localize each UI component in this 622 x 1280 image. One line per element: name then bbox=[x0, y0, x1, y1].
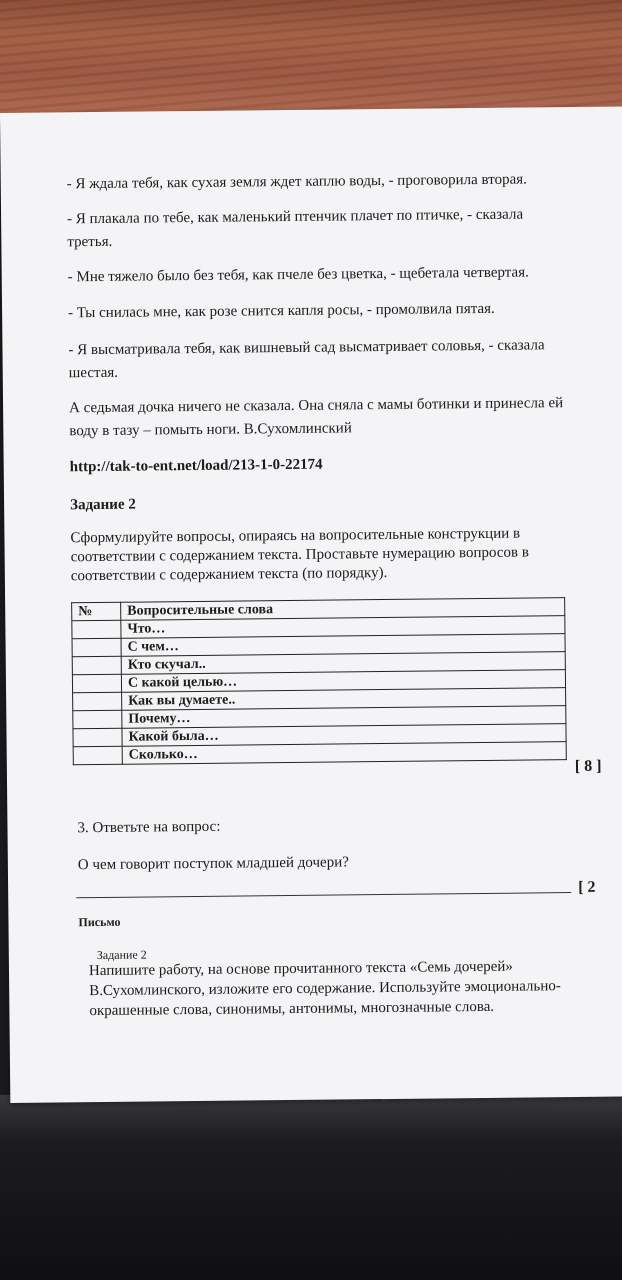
wooden-table-background bbox=[0, 0, 622, 125]
task2-score: [ 8 ] bbox=[574, 757, 602, 776]
task2-heading: Задание 2 bbox=[70, 496, 136, 514]
row-number-cell[interactable] bbox=[73, 746, 122, 765]
row-number-cell[interactable] bbox=[72, 674, 121, 693]
letter-text-2: В.Сухомлинского, изложите его содержание. Используйте эмоционально- bbox=[89, 978, 561, 1000]
dialogue-line-5: - Ты снилась мне, как розе снится капля росы, - промолвила пятая. bbox=[68, 300, 495, 322]
question-word: Что… bbox=[121, 616, 565, 639]
dark-floor-background bbox=[0, 1095, 622, 1280]
question-word: Кто скучал.. bbox=[121, 652, 565, 675]
source-url: http://tak-to-ent.net/load/213-1-0-22174 bbox=[69, 456, 323, 476]
letter-section-heading: Письмо bbox=[78, 914, 121, 930]
task3-question: О чем говорит поступок младшей дочери? bbox=[77, 854, 349, 874]
question-word: Какой была… bbox=[122, 724, 566, 747]
row-number-cell[interactable] bbox=[73, 710, 122, 729]
letter-text-1: Напишите работу, на основе прочитанного текста «Семь дочерей» bbox=[88, 958, 513, 980]
dialogue-line-6: - Я высматривала тебя, как вишневый сад высматривает соловья, - сказала bbox=[68, 337, 545, 359]
row-number-cell[interactable] bbox=[73, 728, 122, 747]
letter-task-heading: Задание 2 bbox=[96, 947, 147, 963]
row-number-cell[interactable] bbox=[72, 638, 121, 657]
dialogue-line-2: - Я плакала по тебе, как маленький птенчик плачет по птичке, - сказала bbox=[67, 206, 524, 228]
question-word: Почему… bbox=[122, 706, 566, 729]
dialogue-line-4: - Мне тяжело было без тебя, как пчеле без цветка, - щебетала четвертая. bbox=[67, 264, 529, 286]
letter-text-3: окрашенные слова, синонимы, антонимы, многозначные слова. bbox=[89, 998, 495, 1020]
question-word: Как вы думаете.. bbox=[122, 688, 566, 711]
question-word: С какой целью… bbox=[121, 670, 565, 693]
task3-heading: 3. Ответьте на вопрос: bbox=[77, 818, 221, 837]
table-header-number: № bbox=[72, 602, 121, 621]
task2-instruction-2: соответствии с содержанием текста. Проставьте нумерацию вопросов в bbox=[70, 544, 529, 566]
task2-instruction-3: соответствии с содержанием текста (по порядку). bbox=[70, 564, 388, 585]
row-number-cell[interactable] bbox=[73, 692, 122, 711]
dialogue-line-3: третья. bbox=[67, 233, 113, 251]
task3-score: [ 2 bbox=[578, 878, 596, 896]
answer-line[interactable] bbox=[76, 892, 571, 898]
dialogue-line-9: воду в тазу – помыть ноги. В.Сухомлинский bbox=[69, 420, 352, 440]
dialogue-line-1: - Я ждала тебя, как сухая земля ждет каплю воды, - проговорила вторая. bbox=[66, 171, 527, 193]
row-number-cell[interactable] bbox=[72, 656, 121, 675]
row-number-cell[interactable] bbox=[72, 620, 121, 639]
task2-instruction-1: Сформулируйте вопросы, опираясь на вопросительные конструкции в bbox=[70, 525, 521, 547]
dialogue-line-7: шестая. bbox=[68, 364, 119, 382]
worksheet-page bbox=[0, 106, 622, 1102]
question-word: С чем… bbox=[121, 634, 565, 657]
table-header-words: Вопросительные слова bbox=[121, 598, 565, 621]
dialogue-line-8: А седьмая дочка ничего не сказала. Она сняла с мамы ботинки и принесла ей bbox=[69, 395, 564, 417]
question-word: Сколько… bbox=[122, 742, 566, 765]
question-words-table bbox=[71, 597, 567, 765]
